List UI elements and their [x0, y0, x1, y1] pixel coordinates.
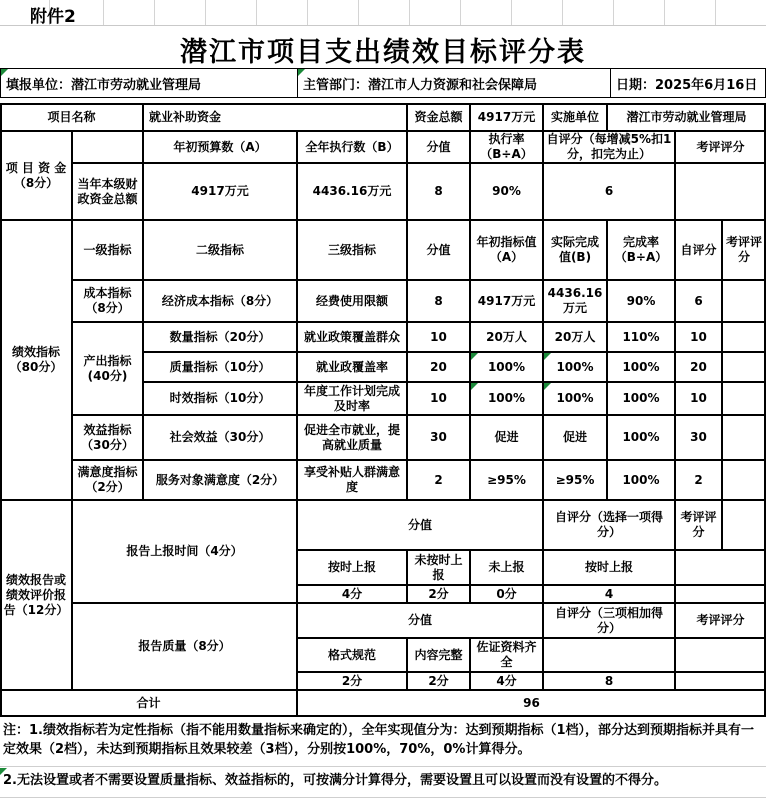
empty-cell	[72, 131, 143, 163]
gridline	[715, 0, 716, 25]
ind-review	[722, 460, 766, 500]
report-time-pts3: 0分	[470, 585, 543, 603]
ind-actual: ≥95%	[543, 460, 607, 500]
ind-score: 20	[407, 352, 470, 382]
total-value: 96	[297, 690, 766, 717]
ind-actual-text: 100%	[556, 359, 594, 374]
ind-target: 20万人	[470, 322, 543, 352]
execution-header: 全年执行数（B）	[297, 131, 407, 163]
funds-budget: 4917万元	[143, 163, 297, 220]
ind-target	[470, 382, 543, 415]
gridline	[460, 0, 461, 25]
date-cell	[610, 68, 766, 98]
ind-header-l3: 三级指标	[297, 220, 407, 280]
indicators-section-label: 绩效指标（80分）	[0, 220, 72, 500]
total-label: 合计	[0, 690, 297, 717]
ind-score: 10	[407, 382, 470, 415]
ind-self: 20	[675, 352, 722, 382]
ind-score: 10	[407, 322, 470, 352]
ind-l2: 社会效益（30分）	[143, 415, 297, 460]
attachment-label: 附件2	[30, 7, 76, 27]
funds-self-score: 6	[543, 163, 675, 220]
report-quality-opt2: 内容完整	[407, 638, 470, 672]
gridline	[409, 0, 410, 25]
ind-header-rate: 完成率（B÷A）	[607, 220, 675, 280]
ind-l3: 就业政策覆盖群众	[297, 322, 407, 352]
ind-actual	[543, 382, 607, 415]
ind-rate: 90%	[607, 280, 675, 322]
report-quality-self-header: 自评分（三项相加得分）	[543, 603, 675, 638]
date-text: 日期：2025年6月16日	[616, 77, 758, 93]
empty-cell	[722, 500, 766, 550]
report-quality-pts3: 4分	[470, 672, 543, 690]
empty-cell	[675, 672, 766, 690]
ind-review	[722, 352, 766, 382]
score-header: 分值	[407, 131, 470, 163]
cell-marker-icon	[471, 353, 478, 360]
ind-self: 30	[675, 415, 722, 460]
project-name-label: 项目名称	[0, 103, 143, 131]
gridline	[103, 0, 104, 25]
ind-rate: 100%	[607, 460, 675, 500]
ind-rate: 100%	[607, 382, 675, 415]
ind-l3: 促进全市就业，提高就业质量	[297, 415, 407, 460]
funds-rate: 90%	[470, 163, 543, 220]
ind-l3: 年度工作计划完成及时率	[297, 382, 407, 415]
funds-review-score	[675, 163, 766, 220]
gridline	[613, 0, 614, 25]
ind-actual: 4436.16万元	[543, 280, 607, 322]
report-time-self-score: 4	[543, 585, 675, 603]
ind-review	[722, 322, 766, 352]
cell-marker-icon	[544, 383, 551, 390]
report-time-score-header: 分值	[297, 500, 543, 550]
ind-score: 30	[407, 415, 470, 460]
ind-header-target: 年初指标值（A）	[470, 220, 543, 280]
empty-cell	[675, 638, 766, 672]
ind-l2: 质量指标（10分）	[143, 352, 297, 382]
ind-l2: 时效指标（10分）	[143, 382, 297, 415]
ind-actual	[543, 352, 607, 382]
impl-unit-value: 潜江市劳动就业管理局	[607, 103, 766, 131]
reporting-unit-cell	[0, 68, 298, 98]
report-quality-pts1: 2分	[297, 672, 407, 690]
report-time-opt2: 未按时上报	[407, 550, 470, 585]
cell-marker-icon	[298, 69, 305, 76]
ind-l3: 享受补贴人群满意度	[297, 460, 407, 500]
ind-l3: 就业政覆盖率	[297, 352, 407, 382]
supervising-dept-text: 主管部门：潜江市人力资源和社会保障局	[303, 77, 538, 93]
gridline	[358, 0, 359, 25]
note-2: 2.无法设置或者不需要设置质量指标、效益指标的，可按满分计算得分，需要设置且可以设置而没有设置的不得分。	[3, 773, 667, 788]
ind-header-review: 考评评分	[722, 220, 766, 280]
report-quality-pts2: 2分	[407, 672, 470, 690]
ind-score: 8	[407, 280, 470, 322]
report-time-pts1: 4分	[297, 585, 407, 603]
funds-row-label: 当年本级财政资金总额	[72, 163, 143, 220]
gridline	[0, 25, 766, 26]
ind-self: 6	[675, 280, 722, 322]
ind-l2: 数量指标（20分）	[143, 322, 297, 352]
ind-header-self: 自评分	[675, 220, 722, 280]
ind-actual: 促进	[543, 415, 607, 460]
ind-rate: 100%	[607, 352, 675, 382]
ind-target	[470, 352, 543, 382]
ind-score: 2	[407, 460, 470, 500]
gridline	[0, 797, 766, 798]
cell-marker-icon	[471, 383, 478, 390]
ind-review	[722, 415, 766, 460]
gridline	[256, 0, 257, 25]
ind-l1: 成本指标（8分）	[72, 280, 143, 322]
ind-header-score: 分值	[407, 220, 470, 280]
ind-target-text: 100%	[487, 359, 526, 374]
gridline	[511, 0, 512, 25]
report-section-label: 绩效报告或绩效评价报告（12分）	[0, 500, 72, 690]
cell-marker-icon	[1, 69, 8, 76]
funds-section-label: 项 目 资 金（8分）	[0, 131, 72, 220]
ind-l3: 经费使用限额	[297, 280, 407, 322]
ind-header-l2: 二级指标	[143, 220, 297, 280]
gridline	[664, 0, 665, 25]
ind-l1: 效益指标（30分）	[72, 415, 143, 460]
gridline	[154, 0, 155, 25]
ind-l1: 满意度指标（2分）	[72, 460, 143, 500]
reporting-unit-text: 填报单位：潜江市劳动就业管理局	[6, 77, 202, 93]
ind-self: 10	[675, 322, 722, 352]
rate-header: 执行率（B÷A）	[470, 131, 543, 163]
report-quality-self-score: 8	[543, 672, 675, 690]
supervising-dept-cell	[297, 68, 611, 98]
ind-target: 4917万元	[470, 280, 543, 322]
total-funds-value: 4917万元	[470, 103, 543, 131]
report-quality-review-header: 考评评分	[675, 603, 766, 638]
report-time-opt3: 未上报	[470, 550, 543, 585]
ind-header-l1: 一级指标	[72, 220, 143, 280]
report-time-review-header: 考评评分	[675, 500, 722, 550]
empty-cell	[675, 550, 766, 585]
gridline	[562, 0, 563, 25]
ind-rate: 110%	[607, 322, 675, 352]
report-time-self-header: 自评分（选择一项得分）	[543, 500, 675, 550]
ind-target: ≥95%	[470, 460, 543, 500]
empty-cell	[543, 638, 675, 672]
report-time-pts2: 2分	[407, 585, 470, 603]
ind-review	[722, 280, 766, 322]
page-title: 潜江市项目支出绩效目标评分表	[180, 37, 586, 68]
review-score-header: 考评评分	[675, 131, 766, 163]
report-quality-opt3: 佐证资料齐全	[470, 638, 543, 672]
ind-header-actual: 实际完成值(B)	[543, 220, 607, 280]
report-time-label: 报告上报时间（4分）	[72, 500, 297, 603]
ind-target: 促进	[470, 415, 543, 460]
gridline	[0, 766, 766, 767]
impl-unit-label: 实施单位	[543, 103, 607, 131]
self-score-header: 自评分（每增减5%扣1分，扣完为止）	[543, 131, 675, 163]
project-name-value: 就业补助资金	[143, 103, 407, 131]
report-time-self-choice: 按时上报	[543, 550, 675, 585]
ind-l2: 经济成本指标（8分）	[143, 280, 297, 322]
gridline	[307, 0, 308, 25]
ind-actual: 20万人	[543, 322, 607, 352]
report-quality-label: 报告质量（8分）	[72, 603, 297, 690]
report-quality-opt1: 格式规范	[297, 638, 407, 672]
budget-header: 年初预算数（A）	[143, 131, 297, 163]
report-time-opt1: 按时上报	[297, 550, 407, 585]
funds-execution: 4436.16万元	[297, 163, 407, 220]
ind-rate: 100%	[607, 415, 675, 460]
ind-l2: 服务对象满意度（2分）	[143, 460, 297, 500]
note-1: 注：1.绩效指标若为定性指标（指不能用数量指标来确定的），全年实现值分为：达到预期指标（1档），部分达到预期指标并具有一定效果（2档），未达到预期指标且效果较差（3档），分别按100%，70%，0%计算得分。	[3, 723, 755, 757]
ind-actual-text: 100%	[556, 391, 594, 405]
ind-l1-output: 产出指标(40分)	[72, 322, 143, 415]
ind-self: 10	[675, 382, 722, 415]
funds-score: 8	[407, 163, 470, 220]
ind-review	[722, 382, 766, 415]
report-quality-score-header: 分值	[297, 603, 543, 638]
cell-marker-icon	[544, 353, 551, 360]
gridline	[205, 0, 206, 25]
ind-target-text: 100%	[487, 391, 526, 405]
ind-self: 2	[675, 460, 722, 500]
empty-cell	[675, 585, 766, 603]
total-funds-label: 资金总额	[407, 103, 470, 131]
